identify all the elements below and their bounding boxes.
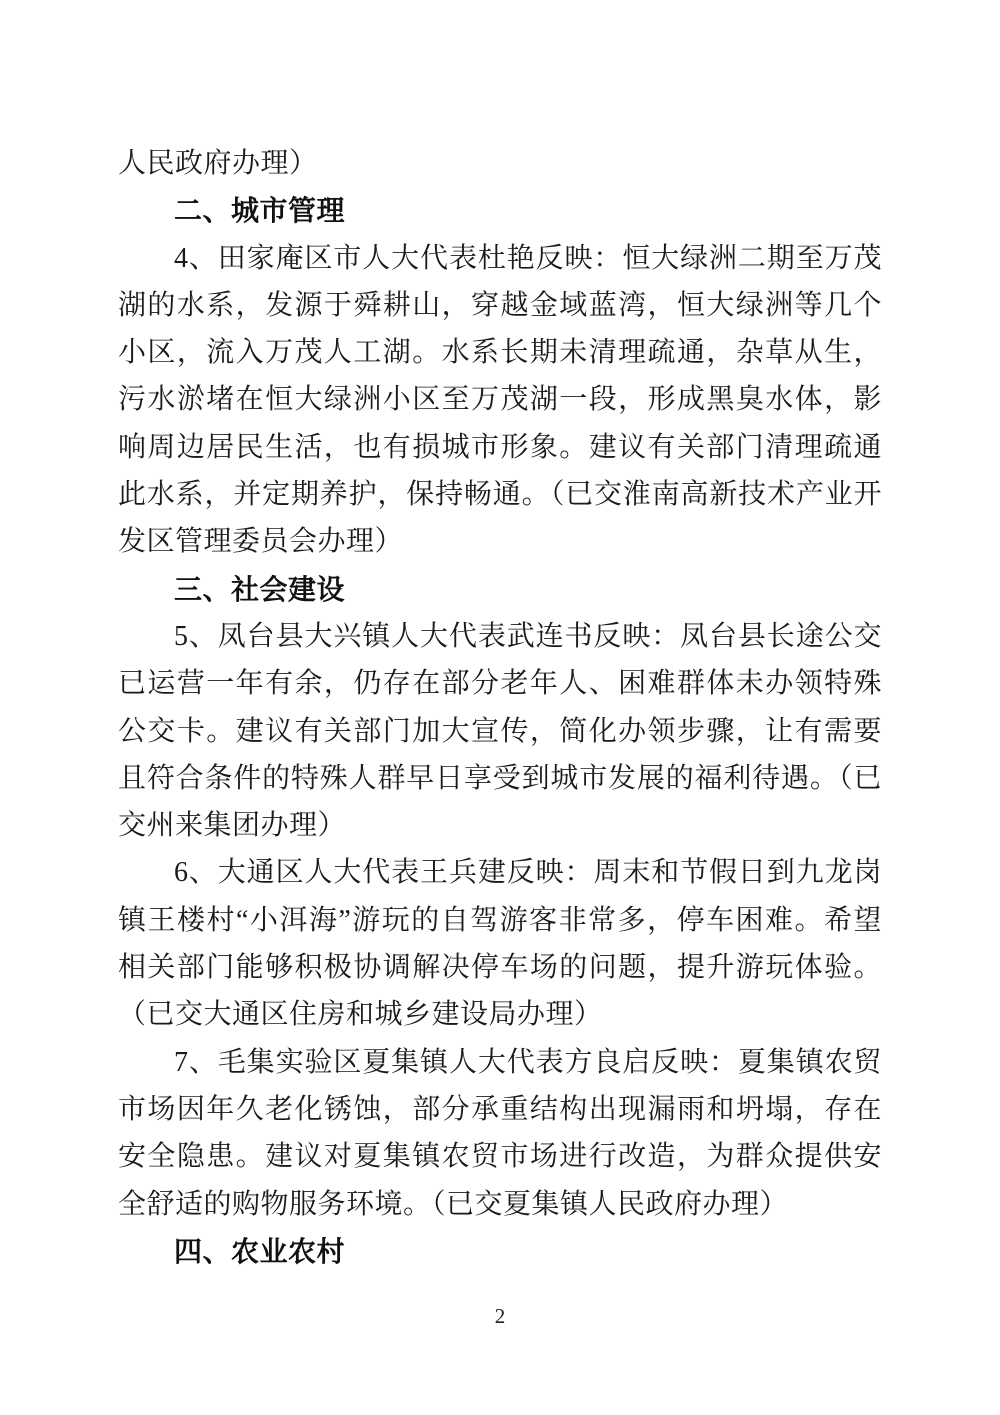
section-heading: 二、城市管理 bbox=[174, 195, 346, 227]
paragraph: 7、毛集实验区夏集镇人大代表方良启反映：夏集镇农贸市场因年久老化锈蚀，部分承重结构出现漏雨和坍塌，存在安全隐患。建议对夏集镇农贸市场进行改造，为群众提供安全舒适的购物服务环境。（已交夏集镇人民政府办理） bbox=[118, 1046, 882, 1220]
page-footer bbox=[0, 1304, 1000, 1329]
section-heading: 三、社会建设 bbox=[174, 573, 346, 605]
section-heading: 四、农业农村 bbox=[174, 1235, 346, 1267]
paragraph: 4、田家庵区市人大代表杜艳反映：恒大绿洲二期至万茂湖的水系，发源于舜耕山，穿越金域蓝湾，恒大绿洲等几个小区，流入万茂人工湖。水系长期未清理疏通，杂草从生，污水淤堵在恒大绿洲小区至万茂湖一段，形成黑臭水体，影响周边居民生活，也有损城市形象。建议有关部门清理疏通此水系，并定期养护，保持畅通。（已交淮南高新技术产业开发区管理委员会办理） bbox=[118, 242, 882, 558]
paragraph: 人民政府办理） bbox=[118, 148, 318, 179]
paragraph: 5、凤台县大兴镇人大代表武连书反映：凤台县长途公交已运营一年有余，仍存在部分老年人、困难群体未办领特殊公交卡。建议有关部门加大宣传，简化办领步骤，让有需要且符合条件的特殊人群早日享受到城市发展的福利待遇。（已交州来集团办理） bbox=[118, 620, 882, 842]
document-content bbox=[118, 140, 882, 1275]
paragraph: 6、大通区人大代表王兵建反映：周末和节假日到九龙岗镇王楼村“小洱海”游玩的自驾游客非常多，停车困难。希望相关部门能够积极协调解决停车场的问题，提升游玩体验。（已交大通区住房和城乡建设局办理） bbox=[118, 857, 882, 1031]
page-number: 2 bbox=[494, 1304, 506, 1328]
